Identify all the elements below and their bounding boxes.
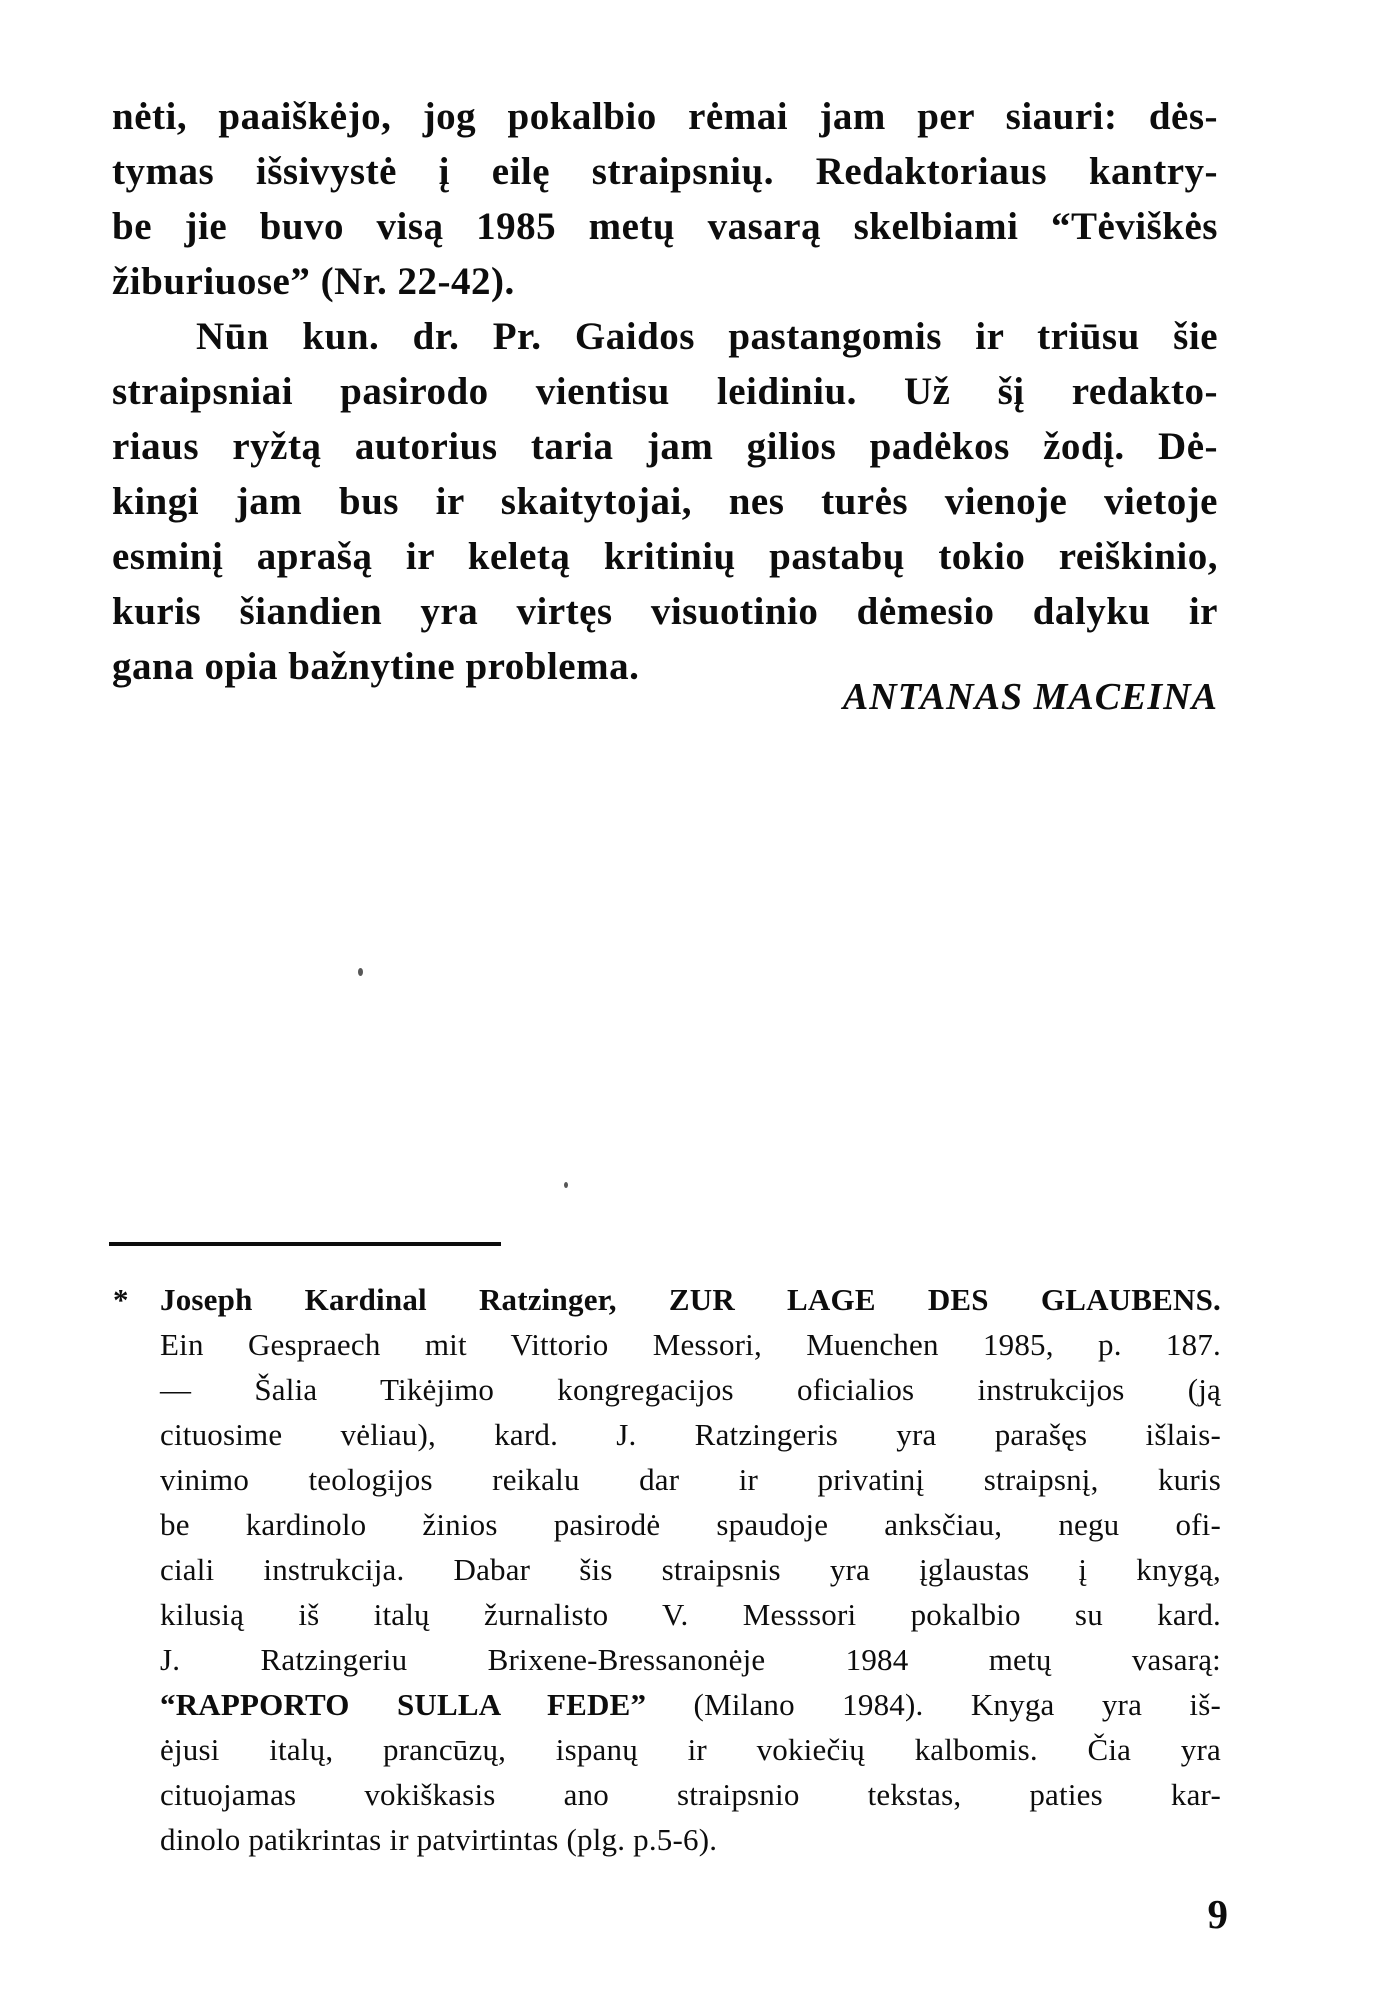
- author-signature: ANTANAS MACEINA: [842, 676, 1218, 718]
- footnote: [109, 1277, 1221, 1862]
- body-text-line: [112, 254, 1218, 309]
- text-segment: nėti, paaiškėjo, jog pokalbio rėmai jam per siauri: dės-: [112, 95, 1218, 138]
- body-text-line: [112, 584, 1218, 639]
- text-segment: gana opia bažnytine problema.: [112, 645, 640, 688]
- text-segment: — Šalia Tikėjimo kongregacijos oficialios instrukcijos (ją: [160, 1372, 1221, 1407]
- body-text-line: [112, 474, 1218, 529]
- text-segment: kilusią iš italų žurnalisto V. Messsori pokalbio su kard.: [160, 1597, 1221, 1632]
- body-text-line: [112, 419, 1218, 474]
- text-segment: be kardinolo žinios pasirodė spaudoje anksčiau, negu ofi-: [160, 1507, 1221, 1542]
- page-number: 9: [1207, 1891, 1228, 1937]
- footnote-line: [109, 1592, 1221, 1637]
- text-segment: cituosime vėliau), kard. J. Ratzingeris yra parašęs išlais-: [160, 1417, 1221, 1452]
- paragraph: [112, 89, 1218, 309]
- text-segment: dinolo patikrintas ir patvirtintas (plg. p.5-6).: [160, 1822, 718, 1857]
- text-segment: vinimo teologijos reikalu dar ir privatinį straipsnį, kuris: [160, 1462, 1221, 1497]
- footnote-line: [109, 1547, 1221, 1592]
- body-text-line: [112, 364, 1218, 419]
- text-segment: ciali instrukcija. Dabar šis straipsnis yra įglaustas į knygą,: [160, 1552, 1221, 1587]
- text-segment: straipsniai pasirodo vientisu leidiniu. Už šį redakto-: [112, 370, 1218, 413]
- footnote-line: [109, 1367, 1221, 1412]
- footnote-lines: [109, 1277, 1221, 1862]
- text-segment: ėjusi italų, prancūzų, ispanų ir vokiečių kalbomis. Čia yra: [160, 1732, 1221, 1767]
- text-segment: tymas išsivystė į eilę straipsnių. Redaktoriaus kantry-: [112, 150, 1218, 193]
- text-segment: be jie buvo visą 1985 metų vasarą skelbiami “Tėviškės: [112, 205, 1218, 248]
- footnote-line: [109, 1727, 1221, 1772]
- footnote-line: [109, 1772, 1221, 1817]
- footnote-line: [109, 1682, 1221, 1727]
- scan-speck: [358, 968, 363, 976]
- body-text-line: [112, 309, 1218, 364]
- text-segment: (Milano 1984). Knyga yra iš-: [646, 1687, 1221, 1722]
- text-segment: kuris šiandien yra virtęs visuotinio dėmesio dalyku ir: [112, 590, 1218, 633]
- footnote-line: [109, 1322, 1221, 1367]
- body-text-line: [112, 144, 1218, 199]
- footnote-line: [109, 1412, 1221, 1457]
- text-segment: žiburiuose” (Nr. 22-42).: [112, 260, 515, 303]
- text-segment: Ein Gespraech mit Vittorio Messori, Muenchen 1985, p. 187.: [160, 1327, 1221, 1362]
- footnote-line: [109, 1457, 1221, 1502]
- text-segment: Nūn kun. dr. Pr. Gaidos pastangomis ir triūsu šie: [196, 315, 1218, 358]
- text-segment: esminį aprašą ir keletą kritinių pastabų tokio reiškinio,: [112, 535, 1218, 578]
- footnote-line: [109, 1277, 1221, 1322]
- footnote-line: [109, 1817, 1221, 1862]
- footnote-line: [109, 1637, 1221, 1682]
- main-text: [112, 89, 1218, 694]
- body-text-line: [112, 529, 1218, 584]
- text-segment: cituojamas vokiškasis ano straipsnio tekstas, paties kar-: [160, 1777, 1221, 1812]
- text-segment: kingi jam bus ir skaitytojai, nes turės vienoje vietoje: [112, 480, 1218, 523]
- bold-text-segment: “RAPPORTO SULLA FEDE”: [160, 1687, 647, 1722]
- text-segment: riaus ryžtą autorius taria jam gilios padėkos žodį. Dė-: [112, 425, 1218, 468]
- bold-text-segment: Joseph Kardinal Ratzinger, ZUR LAGE DES GLAUBENS.: [160, 1282, 1221, 1317]
- text-segment: J. Ratzingeriu Brixene-Bressanonėje 1984 metų vasarą:: [160, 1642, 1221, 1677]
- footnote-line: [109, 1502, 1221, 1547]
- body-text-line: [112, 199, 1218, 254]
- footnote-divider: [109, 1242, 501, 1246]
- paragraph: [112, 309, 1218, 694]
- scan-speck: [564, 1182, 568, 1188]
- body-text-line: [112, 89, 1218, 144]
- footnote-marker: *: [113, 1282, 129, 1317]
